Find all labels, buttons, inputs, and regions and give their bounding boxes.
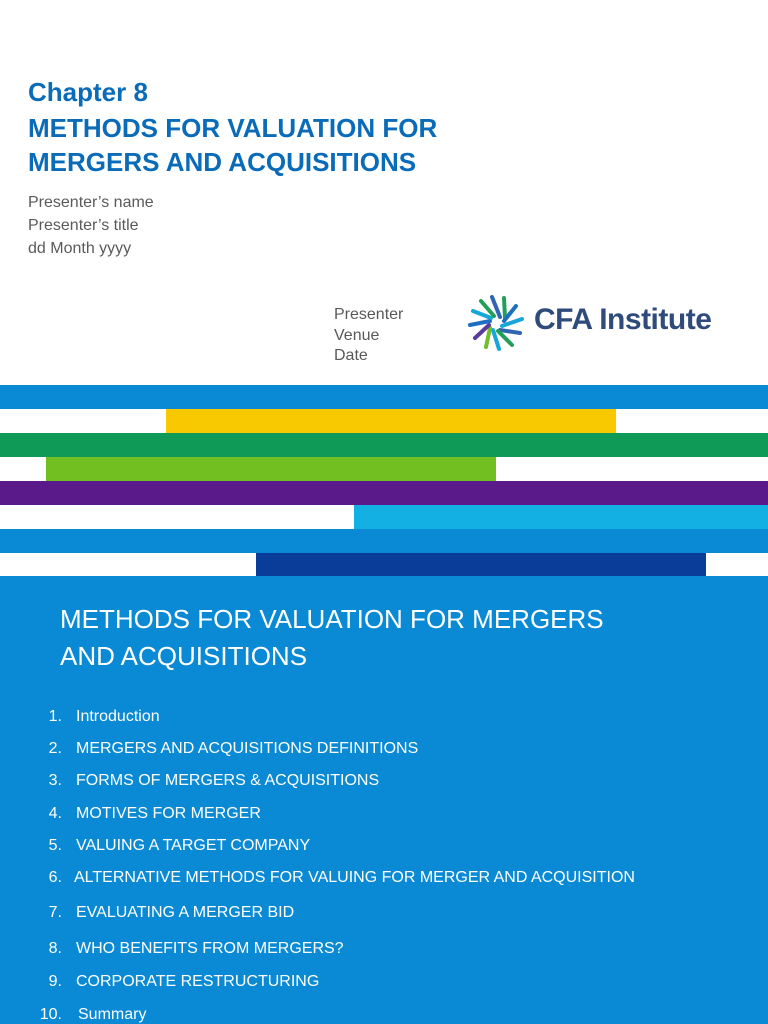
stripe-navy (256, 553, 706, 576)
stripe-blue-2 (0, 529, 768, 553)
toc-number: 2. (48, 740, 62, 757)
toc-label: Introduction (76, 708, 160, 725)
toc-number: 6. (48, 869, 62, 886)
cfa-starburst-icon (466, 293, 526, 353)
slide-title-line-1: METHODS FOR VALUATION FOR (28, 113, 438, 143)
stripe-cyan (354, 505, 768, 529)
contents-title-line-1: METHODS FOR VALUATION FOR MERGERS (60, 604, 604, 634)
stripe-yellow (166, 409, 616, 433)
toc-label: MERGERS AND ACQUISITIONS DEFINITIONS (76, 740, 419, 757)
venue-label: Venue (334, 327, 380, 344)
toc-number: 1. (48, 708, 62, 725)
toc-label: CORPORATE RESTRUCTURING (76, 973, 320, 990)
cfa-institute-logo (466, 293, 736, 353)
slide-title-line-2: MERGERS AND ACQUISITIONS (28, 147, 417, 177)
toc-label: VALUING A TARGET COMPANY (76, 837, 311, 854)
toc-number: 10. (39, 1006, 62, 1023)
toc-number: 4. (48, 805, 62, 822)
date-label: Date (334, 347, 368, 364)
stripe-green (0, 433, 768, 457)
toc-label: MOTIVES FOR MERGER (76, 805, 261, 822)
toc-number: 9. (48, 973, 62, 990)
presenter-name: Presenter’s name (28, 194, 154, 211)
toc-number: 8. (48, 940, 62, 957)
toc-number: 3. (48, 772, 62, 789)
logo-wordmark: CFA Institute (534, 303, 712, 336)
presentation-date: dd Month yyyy (28, 240, 132, 257)
stripe-purple (0, 481, 768, 505)
presenter-title: Presenter’s title (28, 217, 139, 234)
toc-label: Summary (78, 1006, 147, 1023)
chapter-heading: Chapter 8 (28, 77, 148, 107)
toc-label: FORMS OF MERGERS & ACQUISITIONS (76, 772, 380, 789)
contents-title-line-2: AND ACQUISITIONS (60, 641, 308, 671)
presenter-label: Presenter (334, 306, 404, 323)
toc-number: 5. (48, 837, 62, 854)
stripe-lime (46, 457, 496, 481)
toc-number: 7. (48, 904, 62, 921)
toc-label: ALTERNATIVE METHODS FOR VALUING FOR MERGER AND ACQUISITION (74, 869, 635, 886)
stripe-blue-1 (0, 385, 768, 409)
contents-slide (0, 576, 768, 1024)
toc-label: WHO BENEFITS FROM MERGERS? (76, 940, 344, 957)
toc-label: EVALUATING A MERGER BID (76, 904, 295, 921)
